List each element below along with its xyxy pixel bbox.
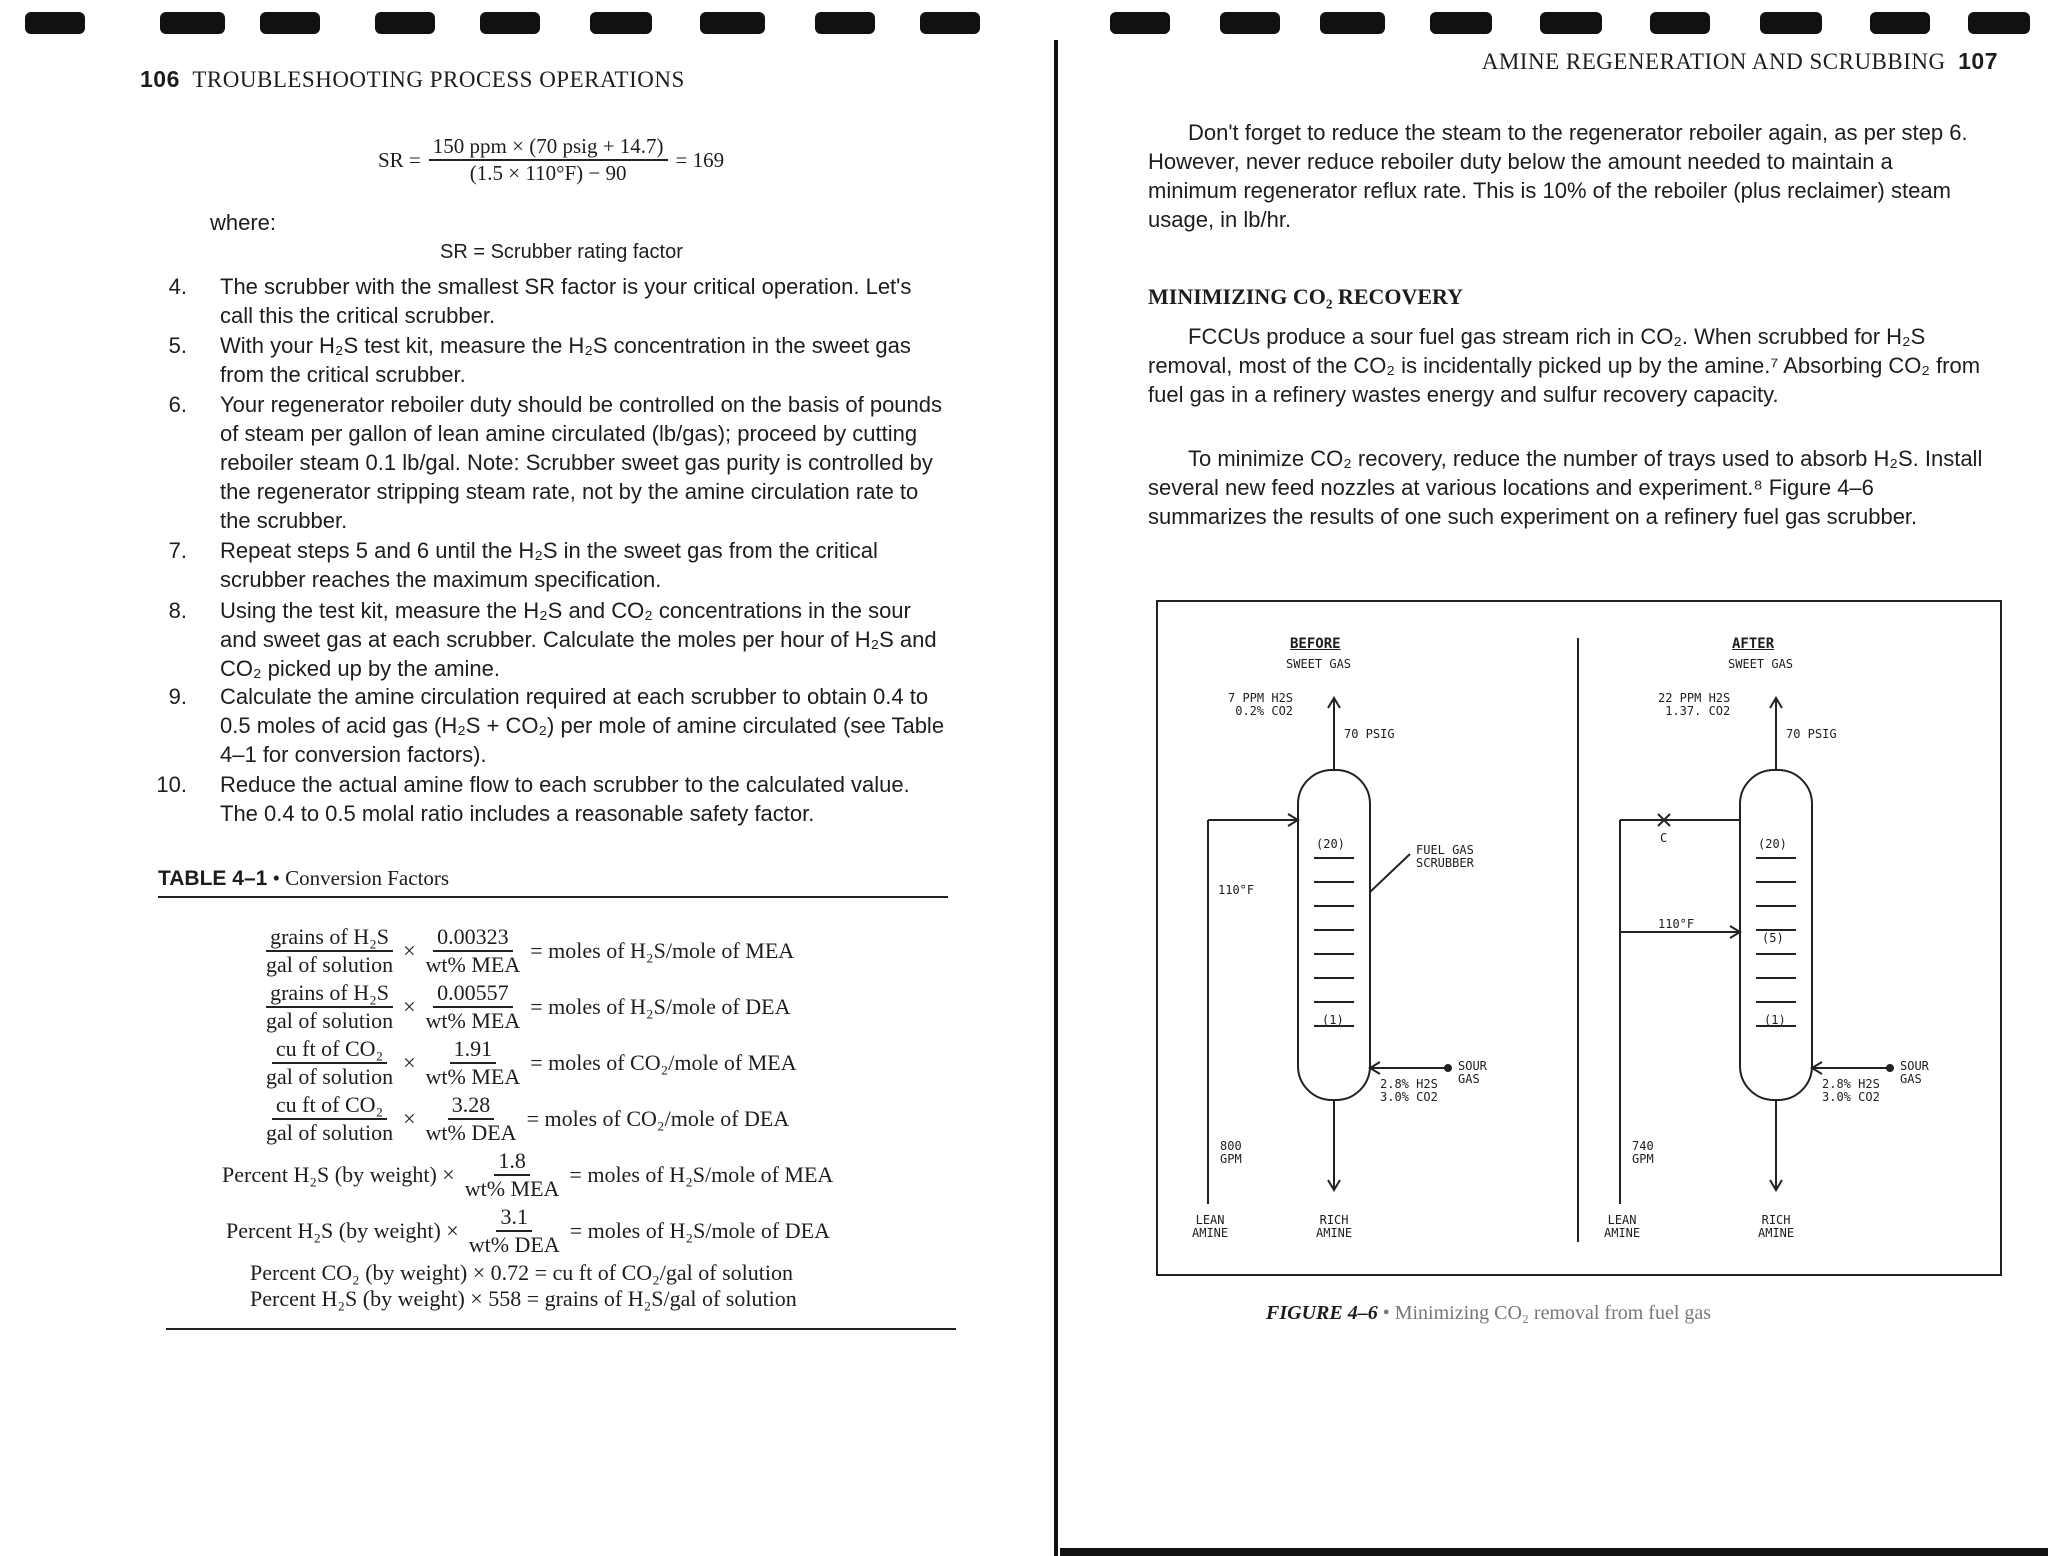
table-bottom-rule — [166, 1328, 956, 1330]
list-item — [168, 596, 945, 683]
where-definition: SR = Scrubber rating factor — [440, 241, 683, 263]
before-sweet-composition: 7 PPM H2S 0.2% CO2 — [1228, 691, 1294, 718]
row-denominator: gal of solution — [266, 1008, 394, 1033]
step-number: 4. — [168, 274, 187, 299]
paragraph-minimize: To minimize CO₂ recovery, reduce the number of trays used to absorb H₂S. Install several new feed nozzles at various locations and experiment.⁸ Figure 4–6 summarizes the results of one such experiment on a refinery fuel gas scrubber. — [1148, 446, 1983, 529]
row-factor-denominator: wt% DEA — [468, 1232, 560, 1257]
after-sour-node — [1887, 1065, 1893, 1071]
right-page-number: 107 — [1958, 48, 1998, 74]
list-item — [168, 272, 945, 330]
after-column — [1620, 698, 1893, 1204]
row-denominator: gal of solution — [266, 952, 394, 977]
row-numerator: grains of H₂S — [266, 980, 393, 1008]
before-label-leader — [1370, 854, 1410, 892]
table-row — [226, 1204, 830, 1258]
list-item — [156, 770, 945, 828]
step-number: 6. — [168, 392, 187, 417]
row-factor-numerator: 3.1 — [496, 1204, 532, 1232]
table-label: TABLE 4–1 — [158, 867, 268, 890]
row-factor-denominator: wt% DEA — [425, 1120, 517, 1145]
row-factor-numerator: 1.91 — [450, 1036, 497, 1064]
before-sweet-gas-label: SWEET GAS — [1286, 657, 1352, 671]
row-result: = moles of H₂S/mole of MEA — [569, 1162, 834, 1187]
sr-equation — [378, 134, 724, 186]
step-number: 8. — [168, 598, 187, 623]
row-numerator: cu ft of CO₂ — [272, 1092, 387, 1120]
before-rich-amine: RICH AMINE — [1316, 1213, 1353, 1240]
before-scrubber-vessel — [1298, 770, 1370, 1100]
row-denominator: gal of solution — [266, 1120, 394, 1145]
left-page-number: 106 — [140, 66, 180, 92]
table-title: • Conversion Factors — [272, 866, 450, 890]
before-top-tray: (20) — [1316, 837, 1345, 851]
after-temperature: 110°F — [1658, 917, 1695, 931]
after-pressure: 70 PSIG — [1786, 727, 1837, 741]
table-row: $\frac{\text{grains of H₂S}}{\text{gal of solution}}$ × $\frac{0.00557}{\text{wt\% MEA}}$ = moles of H₂S/mole of DEA — [262, 980, 790, 1034]
left-running-head — [140, 66, 685, 93]
paragraph-reboiler: Don't forget to reduce the steam to the regenerator reboiler again, as per step 6. However, never reduce reboiler duty below the amount needed to maintain a minimum regenerator reflux rate. This is 10% of the reboiler (plus reclaimer) steam usage, in lb/hr. — [1148, 120, 1968, 232]
figure-caption — [1266, 1302, 1711, 1325]
pct-row-lead: Percent H₂S (by weight) × — [222, 1162, 455, 1187]
figure-frame — [1156, 600, 2002, 1276]
row-numerator: grains of H₂S — [266, 924, 393, 952]
list-item — [168, 390, 945, 535]
after-rich-amine: RICH AMINE — [1758, 1213, 1795, 1240]
before-column — [1208, 698, 1451, 1204]
step-text: Repeat steps 5 and 6 until the H₂S in the sweet gas from the critical scrubber reaches the maximum specification. — [220, 538, 878, 592]
sr-eq-numerator: 150 ppm × (70 psig + 14.7) — [429, 134, 668, 161]
table-line-co2: Percent CO₂ (by weight) × 0.72 = cu ft of CO₂/gal of solution — [250, 1260, 794, 1285]
right-page — [1058, 0, 2048, 1556]
sr-eq-denominator: (1.5 × 110°F) − 90 — [469, 161, 627, 185]
row-result: = moles of H₂S/mole of DEA — [569, 1218, 830, 1243]
step-number: 5. — [168, 333, 187, 358]
after-top-tray: (20) — [1758, 837, 1787, 851]
sr-eq-lhs: SR = — [378, 147, 421, 172]
list-item — [168, 536, 945, 594]
step-number: 9. — [168, 684, 187, 709]
right-running-head-text: AMINE REGENERATION AND SCRUBBING — [1481, 49, 1946, 74]
list-item — [168, 331, 945, 389]
after-sweet-gas-label: SWEET GAS — [1728, 657, 1794, 671]
step-text: Calculate the amine circulation required at each scrubber to obtain 0.4 to 0.5 moles of acid gas (H₂S + CO₂) per mole of amine circulated (see Table 4–1 for conversion factors). — [220, 684, 945, 767]
step-text: With your H₂S test kit, measure the H₂S concentration in the sweet gas from the critical scrubber. — [220, 333, 911, 387]
before-sour-gas-label: SOUR GAS — [1458, 1059, 1487, 1086]
list-item — [168, 682, 945, 769]
before-pressure: 70 PSIG — [1344, 727, 1395, 741]
table-top-rule — [158, 896, 948, 898]
before-title: BEFORE — [1290, 636, 1341, 652]
step-text: Your regenerator reboiler duty should be controlled on the basis of pounds of steam per gallon of lean amine circulated (lb/gas); proceed by cutting reboiler steam 0.1 lb/gal. Note: Scrubber sweet gas purity is controlled by the regenerator stripping steam rate, not by the amine circulation rate to the scrubber. — [220, 392, 943, 533]
step-number: 7. — [168, 538, 187, 563]
right-running-head — [1482, 48, 1998, 75]
after-sour-composition: 2.8% H2S 3.0% CO2 — [1822, 1077, 1880, 1104]
section-heading: MINIMIZING CO₂ RECOVERY — [1148, 284, 1464, 309]
where-label: where: — [210, 210, 277, 235]
after-lean-amine: LEAN AMINE — [1604, 1213, 1641, 1240]
figure-caption-text: • Minimizing CO₂ removal from fuel gas — [1382, 1302, 1712, 1324]
row-factor-numerator: 1.8 — [494, 1148, 530, 1176]
before-bottom-tray: (1) — [1322, 1013, 1344, 1027]
step-text: The scrubber with the smallest SR factor is your critical operation. Let's call this the critical scrubber. — [220, 274, 912, 328]
table-row: $\frac{\text{grains of H₂S}}{\text{gal of solution}}$ × $\frac{0.00323}{\text{wt\% MEA}}$ = moles of H₂S/mole of MEA — [262, 924, 794, 978]
table-row: $\frac{\text{cu ft of CO₂}}{\text{gal of solution}}$ × $\frac{3.28}{\text{wt\% DEA}}$ = moles of CO₂/mole of DEA — [262, 1092, 789, 1146]
row-factor-numerator: 0.00557 — [433, 980, 513, 1008]
table-caption — [158, 866, 449, 891]
paragraph-fccus: FCCUs produce a sour fuel gas stream rich in CO₂. When scrubbed for H₂S removal, most of the CO₂ is incidentally picked up by the amine.⁷ Absorbing CO₂ from fuel gas in a refinery wastes energy and sulfur recovery capacity. — [1148, 324, 1981, 407]
before-scrubber-label: FUEL GAS SCRUBBER — [1416, 843, 1474, 870]
row-factor-denominator: wt% MEA — [425, 1064, 521, 1089]
after-valve-label: C — [1660, 831, 1668, 845]
row-result: = moles of CO₂/mole of DEA — [526, 1106, 790, 1131]
pct-row-lead: Percent H₂S (by weight) × — [226, 1218, 459, 1243]
row-result: = moles of H₂S/mole of DEA — [530, 994, 791, 1019]
before-sour-node — [1445, 1065, 1451, 1071]
after-bottom-tray: (1) — [1764, 1013, 1786, 1027]
row-factor-numerator: 0.00323 — [433, 924, 513, 952]
row-factor-denominator: wt% MEA — [425, 952, 521, 977]
after-sour-gas-label: SOUR GAS — [1900, 1059, 1929, 1086]
before-temperature: 110°F — [1218, 883, 1255, 897]
table-line-h2s: Percent H₂S (by weight) × 558 = grains of H₂S/gal of solution — [250, 1286, 797, 1311]
figure-caption-label: FIGURE 4–6 — [1266, 1302, 1378, 1324]
row-result: = moles of CO₂/mole of MEA — [530, 1050, 797, 1075]
step-text: Using the test kit, measure the H₂S and CO₂ concentrations in the sour and sweet gas at each scrubber. Calculate the moles per hour of H₂S and CO₂ picked up by the amine. — [220, 598, 937, 681]
row-result: = moles of H₂S/mole of MEA — [530, 938, 795, 963]
row-factor-denominator: wt% MEA — [464, 1176, 560, 1201]
step-number: 10. — [156, 772, 187, 797]
before-lean-amine: LEAN AMINE — [1192, 1213, 1229, 1240]
sr-eq-result: = 169 — [675, 147, 725, 172]
left-running-head-text: TROUBLESHOOTING PROCESS OPERATIONS — [192, 67, 685, 92]
before-sour-composition: 2.8% H2S 3.0% CO2 — [1380, 1077, 1438, 1104]
row-factor-numerator: 3.28 — [448, 1092, 495, 1120]
after-mid-tray: (5) — [1762, 931, 1784, 945]
after-flow: 740 GPM — [1632, 1139, 1654, 1166]
row-numerator: cu ft of CO₂ — [272, 1036, 387, 1064]
before-flow: 800 GPM — [1220, 1139, 1242, 1166]
after-title: AFTER — [1732, 636, 1775, 652]
row-denominator: gal of solution — [266, 1064, 394, 1089]
step-text: Reduce the actual amine flow to each scrubber to the calculated value. The 0.4 to 0.5 molal ratio includes a reasonable safety factor. — [220, 772, 910, 826]
table-row: $\frac{\text{cu ft of CO₂}}{\text{gal of solution}}$ × $\frac{1.91}{\text{wt\% MEA}}$ = moles of CO₂/mole of MEA — [262, 1036, 797, 1090]
row-factor-denominator: wt% MEA — [425, 1008, 521, 1033]
after-sweet-composition: 22 PPM H2S 1.37. CO2 — [1658, 691, 1731, 718]
table-row — [222, 1148, 833, 1202]
